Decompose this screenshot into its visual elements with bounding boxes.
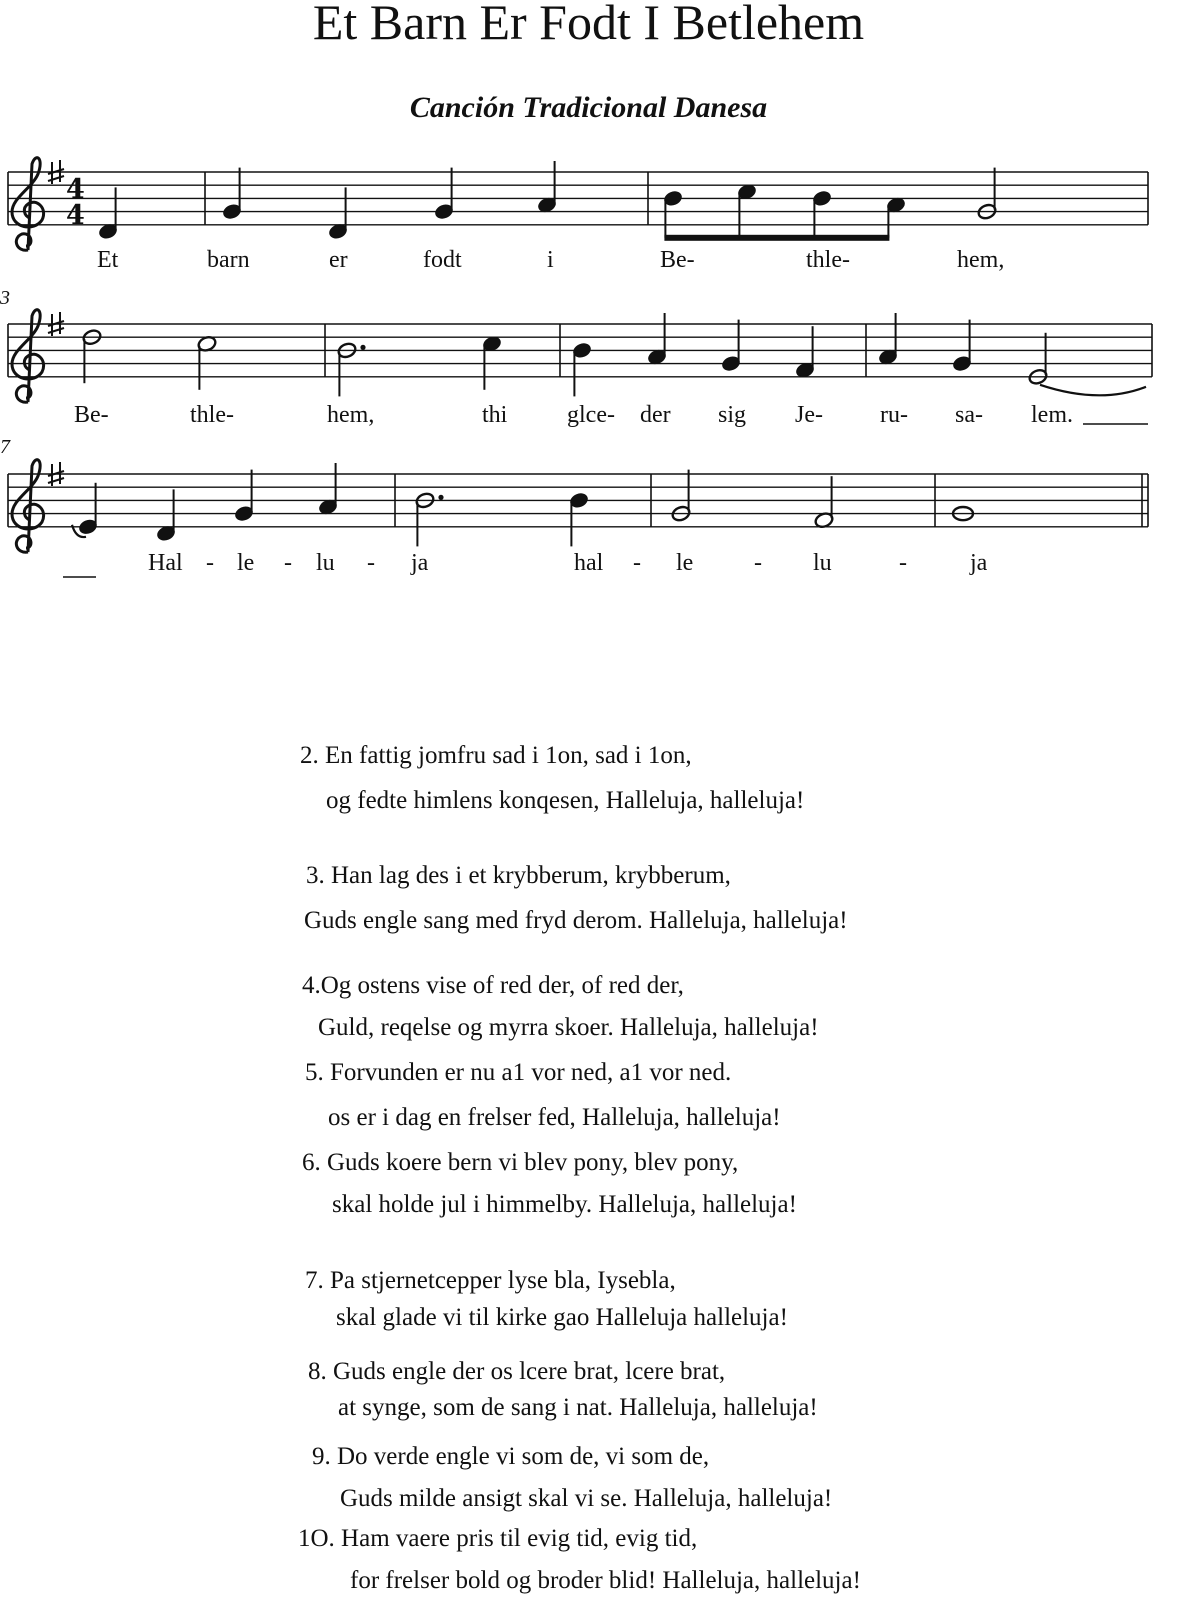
lyric-syllable: le xyxy=(237,550,255,576)
verse-9-line-2: Guds milde ansigt skal vi se. Halleluja, halleluja! xyxy=(340,1485,833,1512)
page-title: Et Barn Er Fodt I Betlehem xyxy=(312,0,865,50)
lyric-syllable: ja xyxy=(411,550,429,576)
verse-8-line-2: at synge, som de sang i nat. Halleluja, halleluja! xyxy=(338,1394,818,1421)
lyric-syllable: lu xyxy=(813,550,832,576)
lyric-syllable: glce- xyxy=(567,402,615,428)
time-signature-top: 4 xyxy=(66,174,85,205)
verse-6-line-1: 6. Guds koere bern vi blev pony, blev pony, xyxy=(302,1149,739,1176)
lyric-syllable: er xyxy=(329,247,348,273)
verse-10-line-1: 1O. Ham vaere pris til evig tid, evig tid, xyxy=(298,1525,698,1552)
page-subtitle: Canción Tradicional Danesa xyxy=(409,91,768,124)
lyric-syllable: Be- xyxy=(660,247,695,273)
lyric-syllable: Je- xyxy=(795,402,823,428)
verse-2-line-2: og fedte himlens konqesen, Halleluja, halleluja! xyxy=(326,787,805,814)
lyric-syllable: ru- xyxy=(880,402,908,428)
lyric-hyphen: - xyxy=(284,550,292,576)
lyric-syllable: lem. xyxy=(1031,402,1073,428)
verse-4-line-2: Guld, reqelse og myrra skoer. Halleluja, halleluja! xyxy=(318,1014,819,1041)
measure-number-3: 3 xyxy=(0,287,10,309)
lyric-syllable: ja xyxy=(970,550,988,576)
verse-2-line-1: 2. En fattig jomfru sad i 1on, sad i 1on, xyxy=(300,742,692,769)
lyric-hyphen: - xyxy=(367,550,375,576)
lyric-syllable: sa- xyxy=(955,402,983,428)
verse-3-line-2: Guds engle sang med fryd derom. Halleluja, halleluja! xyxy=(304,907,848,934)
lyric-syllable: i xyxy=(547,247,554,273)
lyric-syllable: hal xyxy=(574,550,604,576)
lyric-syllable: hem, xyxy=(957,247,1005,273)
lyric-hyphen: - xyxy=(633,550,641,576)
lyric-syllable: barn xyxy=(207,247,250,273)
lyric-syllable: thle- xyxy=(190,402,234,428)
verse-7-line-2: skal glade vi til kirke gao Halleluja halleluja! xyxy=(336,1304,788,1331)
verse-4-line-1: 4.Og ostens vise of red der, of red der, xyxy=(302,972,684,999)
lyric-syllable: thi xyxy=(482,402,508,428)
lyric-syllable: der xyxy=(640,402,671,428)
lyric-syllable: lu xyxy=(316,550,335,576)
lyric-syllable: fodt xyxy=(423,247,462,273)
verse-6-line-2: skal holde jul i himmelby. Halleluja, halleluja! xyxy=(332,1191,797,1218)
lyric-syllable: thle- xyxy=(806,247,850,273)
lyric-syllable: Hal xyxy=(148,550,183,576)
verse-3-line-1: 3. Han lag des i et krybberum, krybberum, xyxy=(306,862,731,889)
verse-7-line-1: 7. Pa stjernetcepper lyse bla, Iysebla, xyxy=(305,1267,676,1294)
time-signature-bottom: 4 xyxy=(66,200,85,231)
measure-number-7: 7 xyxy=(0,436,10,458)
lyric-hyphen: - xyxy=(899,550,907,576)
lyric-hyphen: - xyxy=(754,550,762,576)
lyric-syllable: hem, xyxy=(327,402,375,428)
verse-9-line-1: 9. Do verde engle vi som de, vi som de, xyxy=(312,1443,710,1470)
verse-5-line-2: os er i dag en frelser fed, Halleluja, halleluja! xyxy=(328,1104,781,1131)
lyric-syllable: sig xyxy=(718,402,747,428)
lyric-syllable: Et xyxy=(97,247,119,273)
lyric-hyphen: - xyxy=(206,550,214,576)
verse-5-line-1: 5. Forvunden er nu a1 vor ned, a1 vor ned. xyxy=(305,1059,732,1086)
lyric-syllable: Be- xyxy=(74,402,109,428)
verse-8-line-1: 8. Guds engle der os lcere brat, lcere brat, xyxy=(308,1358,726,1385)
verse-10-line-2: for frelser bold og broder blid! Halleluja, halleluja! xyxy=(350,1567,861,1594)
lyric-syllable: le xyxy=(676,550,694,576)
